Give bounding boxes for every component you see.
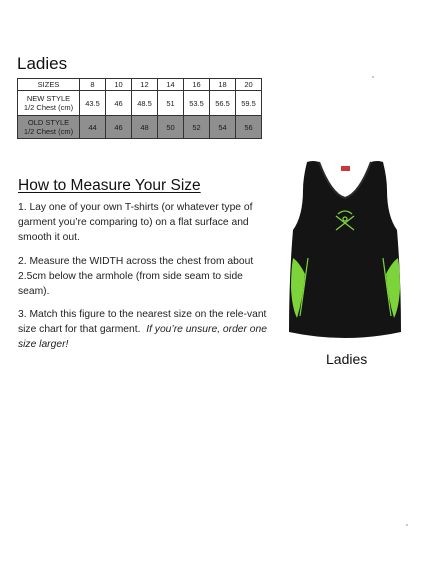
size-header-cell: 10 xyxy=(106,79,132,91)
row-label-line: 1/2 Chest (cm) xyxy=(23,127,74,136)
size-header-label: SIZES xyxy=(18,79,80,91)
table-cell: 48 xyxy=(132,116,158,139)
brand-tag xyxy=(341,166,350,171)
table-cell: 53.5 xyxy=(184,91,210,116)
table-row xyxy=(18,116,262,139)
measure-step-1: 1. Lay one of your own T-shirts (or whatever type of garment you’re comparing to) on a flat surface and smooth it out. xyxy=(18,202,253,243)
measure-step-2: 2. Measure the WIDTH across the chest from about 2.5cm below the armhole (from side seam to side seam). xyxy=(18,256,254,297)
row-label xyxy=(18,91,80,116)
singlet-product-image xyxy=(283,158,408,348)
row-label-line: OLD STYLE xyxy=(27,118,70,127)
size-chart-table xyxy=(17,78,262,139)
row-label xyxy=(18,116,80,139)
size-header-cell: 8 xyxy=(80,79,106,91)
stray-dot xyxy=(372,76,374,78)
table-cell: 52 xyxy=(184,116,210,139)
singlet-body xyxy=(289,161,401,338)
measure-step-3 xyxy=(18,307,273,352)
size-header-cell: 16 xyxy=(184,79,210,91)
table-cell: 59.5 xyxy=(236,91,262,116)
measure-step-3-text: 3. Match this figure to the nearest size on the rele-vant size chart for that garment. xyxy=(18,309,267,335)
size-header-cell: 20 xyxy=(236,79,262,91)
row-label-line: 1/2 Chest (cm) xyxy=(23,103,74,112)
measure-step-3-emphasis: If you’re unsure, order one size larger! xyxy=(18,324,267,350)
table-cell: 50 xyxy=(158,116,184,139)
table-cell: 44 xyxy=(80,116,106,139)
page-title: Ladies xyxy=(17,54,68,73)
table-cell: 54 xyxy=(210,116,236,139)
table-row xyxy=(18,91,262,116)
table-cell: 46 xyxy=(106,91,132,116)
size-header-cell: 12 xyxy=(132,79,158,91)
table-cell: 43.5 xyxy=(80,91,106,116)
table-cell: 56 xyxy=(236,116,262,139)
size-header-cell: 18 xyxy=(210,79,236,91)
product-caption: Ladies xyxy=(326,351,368,367)
table-cell: 51 xyxy=(158,91,184,116)
row-label-line: NEW STYLE xyxy=(26,94,71,103)
table-cell: 56.5 xyxy=(210,91,236,116)
table-cell: 46 xyxy=(106,116,132,139)
stray-dot xyxy=(406,524,408,526)
how-to-measure-title: How to Measure Your Size xyxy=(18,177,201,194)
size-header-row xyxy=(18,79,262,91)
table-cell: 48.5 xyxy=(132,91,158,116)
size-header-cell: 14 xyxy=(158,79,184,91)
